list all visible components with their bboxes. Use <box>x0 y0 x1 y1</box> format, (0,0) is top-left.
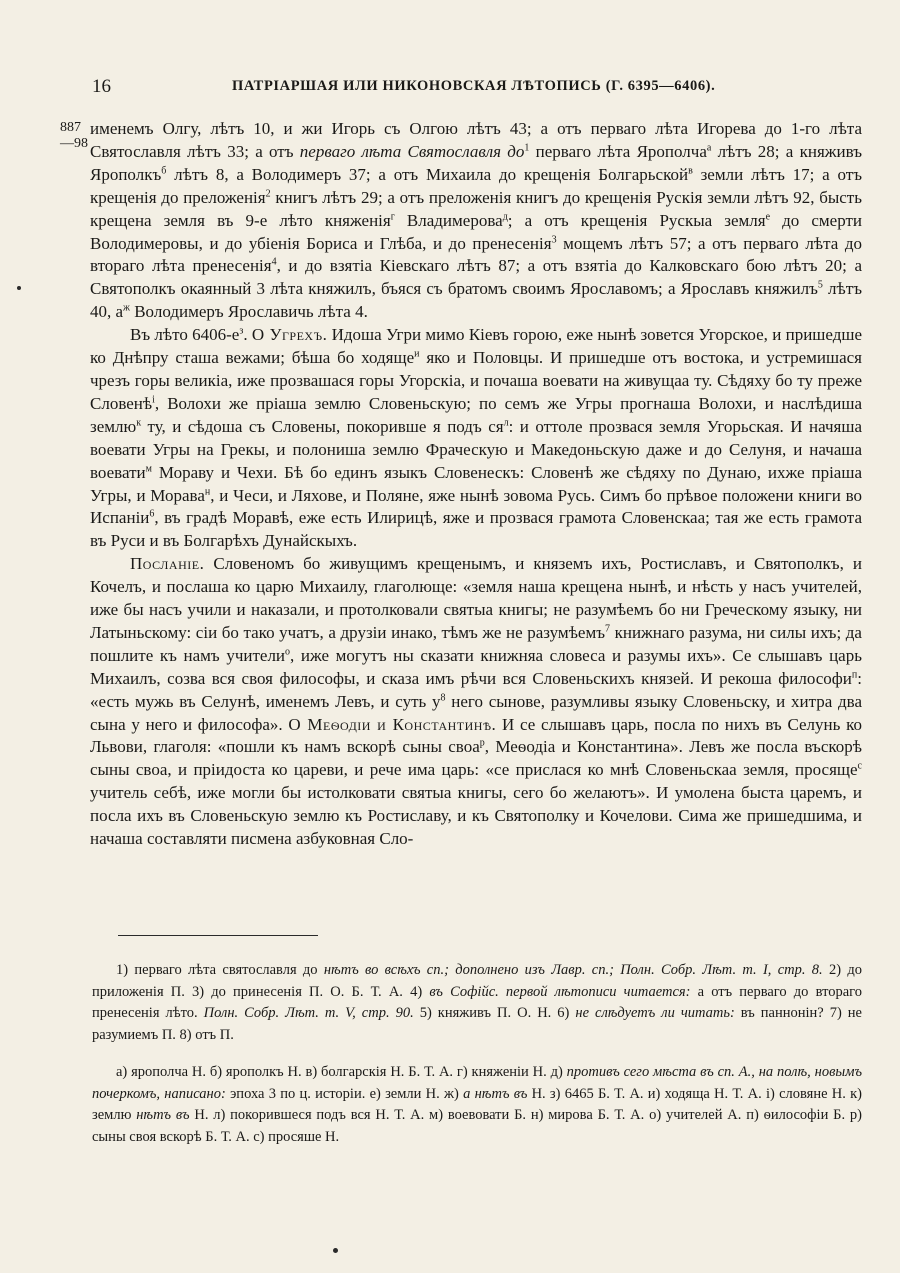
footnote-block-alpha: а) ярополча Н. б) ярополкъ Н. в) болгарскія Н. Б. Т. А. г) княженіи Н. д) противъ сего мѣста въ сп. А., на полѣ, новымъ почеркомъ, написано: эпоха 3 по ц. исторіи. е) земли Н. ж) а нѣтъ въ Н. з) 6465 Б. Т. А. и) ходяща Н. Т. А. і) словяне Н. к) землю нѣтъ въ Н. л) покорившеся подъ вся Н. Т. А. м) воевовати Б. н) мирова Б. Т. А. о) учителей А. п) ѳилософіи Б. р) сыны своя вскорѣ Б. Т. А. с) просяше Н. <box>92 1064 863 1145</box>
running-title: ПАТРІАРШАЯ ИЛИ НИКОНОВСКАЯ ЛѢТОПИСЬ (Г. 6395—6406). <box>232 78 716 94</box>
page-header <box>92 76 792 102</box>
paragraph-ugri: Въ лѣто $6406-е^з$. О Угрехъ. Идоша Угри мимо Кіевъ горою, еже нынѣ зовется Угорское, и пришедше ко Днѣпру сташа вежами; бѣша бо ходяще$^и$ яко и Половцы. И пришедше отъ востока, и устремишася чрезъ горы великіа, иже прозвашася горы Угорскіа, и почаша воевати на живущаа ту. Сѣдяху бо ту преже Словенѣ$^і$, Волохи же пріаша землю Словеньскую; по семъ же Угры прогнаша Волохи, и наслѣдиша землю$^к$ ту, и сѣдоша съ Словены, покоривше я подъ $ся^л$: и оттоле прозвася земля Угорьская. И начяша воевати Угры на Грекы, и полониша землю Фраческую и Македоньскую даже и до Селуня, и начаша воевати$^м$ Мораву и Чехи. Бѣ бо единъ языкъ Словенескъ: Словенѣ же сѣдяху по Дунаю, ихже пріаша Угры, и Морава$^н$, и Чеси, и Ляхове, и Поляне, яже нынѣ зовома Русь. Симъ бо прѣвое положени книги во Испаніи$^6$, въ градѣ Моравѣ, еже есть Илирицѣ, яже и прозвася грамота Словенскаа; тая же есть грамота въ Руси и въ Болгарѣхъ Дунайскыхъ. <box>90 325 862 551</box>
footnotes-alpha <box>92 1062 862 1148</box>
section-title-methodius: О Меѳодіи и Константинѣ. <box>288 714 497 734</box>
main-text <box>90 118 862 851</box>
page-number: 16 <box>92 76 111 97</box>
section-title-ugri: О Угрехъ. <box>251 325 328 345</box>
paragraph-poslanie: Посланіе. Словеномъ бо живущимъ крещенымъ, и княземъ ихъ, Ростиславъ, и Святополкъ, и Кочелъ, и послаша ко царю Михаилу, глаголюще: «земля наша крещена нынѣ, и нѣсть у насъ учителей, иже бы насъ учили и наказали, и протолковали святыа книгы; не разумѣемъ бо ни Греческому языку, ни Латыньскому: сіи бо тако учатъ, а друзіи инако, тѣмъ же не разумѣемъ$^7$ книжнаго разума, ни силы ихъ; да пошлите къ намъ учители$^о$, иже могутъ ны сказати книжняа словеса и разумы ихъ». Се слышавъ царь Михаилъ, созва вся своя философы, и сказа имъ рѣчи вся Словеньскихъ князей. И рекоша философи$^п$: «есть мужь въ Селунѣ, именемъ Левъ, и суть $у^8$ него сынове, разумливы языку Словеньску, и хитра два сына у него и философа». О Меѳодіи и Константинѣ. И се слышавъ царь, посла по нихъ въ Селунь ко Львови, глаголя: «пошли къ намъ вскорѣ сыны своа$^р$, Меѳодіа и Константина». Левъ же посла въскорѣ сыны своа, и пріидоста ко цареви, и рече има царь: «се прислася ко мнѣ Словеньскаа земля, просяще$^с$ учитель себѣ, иже могли бы истолковати святыа книгы, сего бо желаютъ». И умолена быста царемъ, и посла ихъ въ Словеньскую землю къ Ростиславу, и къ Святополку и Кочелови. Сима же пришедшима, и начаша составляти писмена азбуковная Сло- <box>90 554 863 849</box>
margin-year-bottom: —98 <box>60 136 88 151</box>
print-speck <box>333 1248 338 1253</box>
footnote-block-numeric: 1) перваго лѣта святославля до нѣтъ во всѣхъ сп.; дополнено изъ Лавр. сп.; Полн. Собр. Лѣт. т. I, стр. 8. 2) до приложенія П. 3) до принесенія П. О. Б. Т. А. 4) въ Софійс. первой лѣтописи читается: а отъ перваго до втораго пренесенія лѣто. Полн. Собр. Лѣт. т. V, стр. 90. 5) княживъ П. О. Н. 6) не слѣдуетъ ли читать: въ паннонін? 7) не разумиемъ П. 8) отъ П. <box>92 962 863 1043</box>
print-speck <box>17 286 21 290</box>
footnotes-numeric <box>92 960 862 1046</box>
paragraph-chronology: именемъ Олгу, лѣтъ 10, и жи Игорь съ Олгою лѣтъ 43; а отъ перваго лѣта Игорева до 1-го лѣта Святославля лѣтъ 33; а отъ перваго лѣта Святославля $до^1$ перваго лѣта Ярополча$^а$ лѣтъ 28; а княживъ Ярополкъ$^б$ лѣтъ 8, а Володимеръ 37; а отъ Михаила до крещенія Болгарьской$^в$ земли лѣтъ 17; а отъ крещенія до преложенія$^2$ книгъ лѣтъ 29; а отъ преложенія книгъ до крещенія Рускія земли лѣтъ 92, бысть крещена земля въ 9-е лѣто княженія$^г$ Владимерова$^д$; а отъ крещенія Рускыа земля$^е$ до смерти Володимеровы, и до убіенія Бориса и Глѣба, и до пренесенія$^3$ мощемъ лѣтъ 57; а отъ перваго лѣта до втораго лѣта пренесенія$^4$, и до взятіа Кіевскаго лѣтъ 87; а отъ взятіа до Калковскаго бою лѣтъ 20; а Святополкъ окаянный 3 лѣта княжилъ, бъяся съ братомъ своимъ Ярославомъ; а Ярославъ княжилъ$^5$ лѣтъ 40, $а^ж$ Володимеръ Ярославичь лѣта 4. <box>90 119 863 322</box>
margin-year-top: 887 <box>60 120 81 135</box>
section-title-poslanie: Посланіе. <box>130 554 205 574</box>
footnote-divider <box>118 935 318 936</box>
